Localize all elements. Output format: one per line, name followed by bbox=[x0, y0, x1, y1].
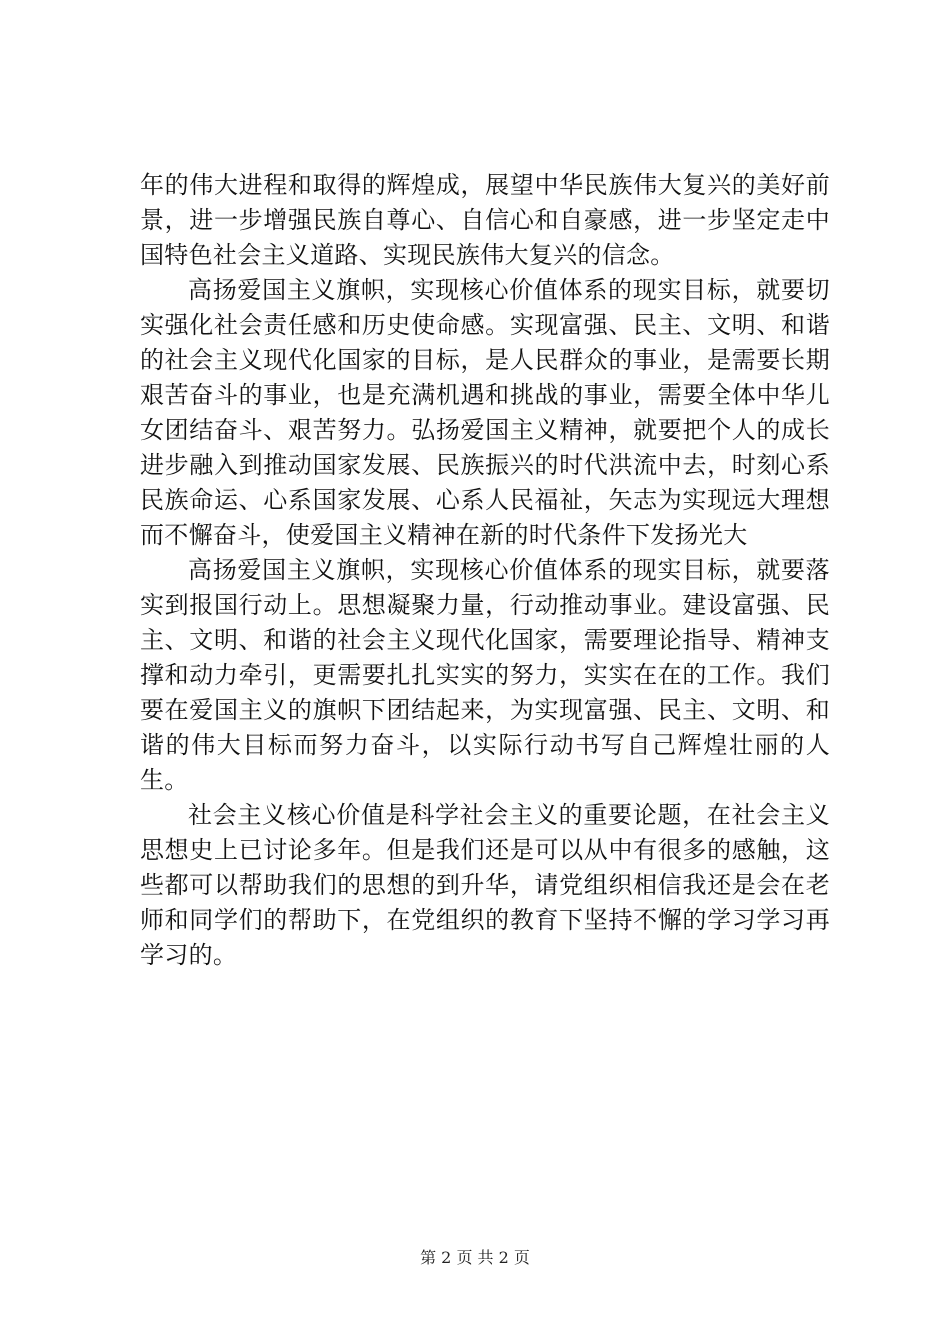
paragraph-1: 年的伟大进程和取得的辉煌成，展望中华民族伟大复兴的美好前景，进一步增强民族自尊心、自信心和自豪感，进一步坚定走中国特色社会主义道路、实现民族伟大复兴的信念。 bbox=[140, 171, 830, 269]
paragraph-2: 高扬爱国主义旗帜，实现核心价值体系的现实目标，就要切实强化社会责任感和历史使命感。实现富强、民主、文明、和谐的社会主义现代化国家的目标，是人民群众的事业，是需要长期艰苦奋斗的事业，也是充满机遇和挑战的事业，需要全体中华儿女团结奋斗、艰苦努力。弘扬爱国主义精神，就要把个人的成长进步融入到推动国家发展、民族振兴的时代洪流中去，时刻心系民族命运、心系国家发展、心系人民福祉，矢志为实现远大理想而不懈奋斗，使爱国主义精神在新的时代条件下发扬光大 bbox=[140, 276, 830, 549]
paragraph-3: 高扬爱国主义旗帜，实现核心价值体系的现实目标，就要落实到报国行动上。思想凝聚力量，行动推动事业。建设富强、民主、文明、和谐的社会主义现代化国家，需要理论指导、精神支撑和动力牵引，更需要扎扎实实的努力，实实在在的工作。我们要在爱国主义的旗帜下团结起来，为实现富强、民主、文明、和谐的伟大目标而努力奋斗，以实际行动书写自己辉煌壮丽的人生。 bbox=[140, 556, 830, 794]
page-number-footer: 第 2 页 共 2 页 bbox=[420, 1248, 530, 1267]
document-body bbox=[140, 168, 830, 973]
paragraph-4: 社会主义核心价值是科学社会主义的重要论题，在社会主义思想史上已讨论多年。但是我们还是可以从中有很多的感触，这些都可以帮助我们的思想的到升华，请党组织相信我还是会在老师和同学们的帮助下，在党组织的教育下坚持不懈的学习学习再学习的。 bbox=[140, 801, 830, 969]
